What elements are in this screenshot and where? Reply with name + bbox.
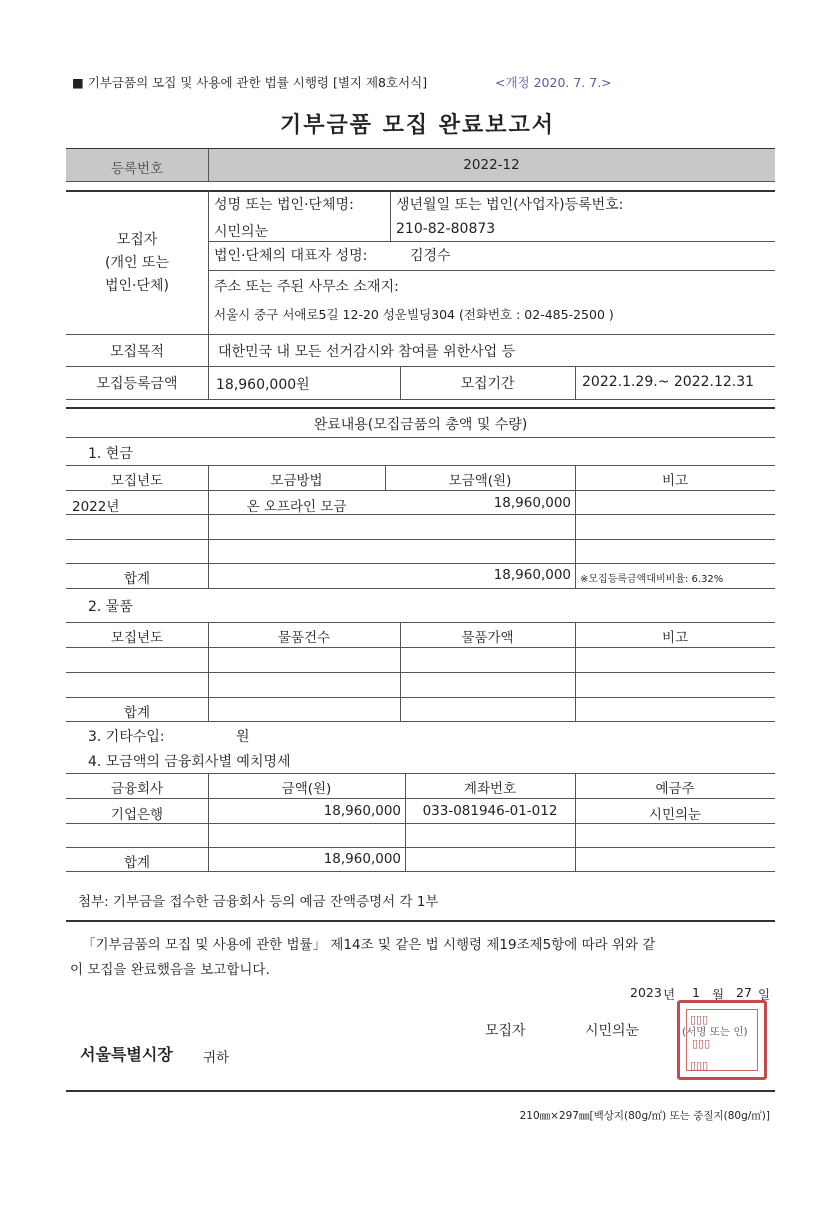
address-value: 서울시 중구 서애로5길 12-20 성운빌딩304 (전화번호 : 02-485-2500 )	[214, 307, 614, 322]
signature-note: (서명 또는 인)	[682, 1026, 748, 1038]
registered-amount-value: 18,960,000원	[216, 377, 310, 393]
date-month-unit: 월	[712, 987, 725, 1002]
name-value: 시민의눈	[214, 224, 269, 240]
cash-row-year: 2022년	[72, 499, 120, 515]
collector-label-3: 법인·단체)	[104, 278, 169, 294]
recipient-suffix: 귀하	[203, 1050, 230, 1066]
regno-value: 210-82-80873	[396, 221, 496, 237]
attachment-note: 첨부: 기부금을 접수한 금융회사 등의 예금 잔액증명서 각 1부	[78, 894, 439, 910]
page-title: 기부금품 모집 완료보고서	[279, 113, 556, 138]
deposit-total-label: 합계	[123, 855, 151, 871]
period-value: 2022.1.29.~ 2022.12.31	[582, 374, 755, 390]
signature-name: 시민의눈	[585, 1023, 640, 1039]
cash-header-year: 모집년도	[110, 473, 164, 489]
deposit-row-amount: 18,960,000	[323, 803, 401, 819]
collector-label-2: (개인 또는	[104, 255, 169, 271]
cash-row-method: 온 오프라인 모금	[246, 499, 347, 515]
representative-value: 김경수	[410, 248, 451, 264]
deposit-header-amount: 금액(원)	[281, 781, 332, 797]
goods-header-value: 물품가액	[461, 630, 514, 646]
form-header-note: ■ 기부금품의 모집 및 사용에 관한 법률 시행령 [별지 제8호서식]	[72, 75, 428, 90]
deposit-row-account: 033-081946-01-012	[422, 803, 558, 819]
goods-total-label: 합계	[123, 705, 151, 721]
other-income-heading: 3. 기타수입:	[88, 729, 165, 745]
cash-header-note: 비고	[661, 473, 689, 489]
collector-label-1: 모집자	[116, 232, 158, 248]
date-day-unit: 일	[758, 987, 771, 1002]
address-label: 주소 또는 주된 사무소 소재지:	[214, 279, 399, 295]
purpose-value: 대한민국 내 모든 선거감시와 참여를 위한사업 등	[218, 344, 516, 360]
representative-label: 법인·단체의 대표자 성명:	[214, 248, 368, 264]
goods-header-year: 모집년도	[110, 630, 164, 646]
goods-header-count: 물품건수	[277, 630, 331, 646]
goods-header-note: 비고	[661, 630, 689, 646]
official-seal-stamp: ▯▯▯ ▯▯▯ ▯▯▯	[677, 1000, 767, 1080]
deposit-header-bank: 금융회사	[110, 781, 164, 797]
name-label: 성명 또는 법인·단체명:	[214, 197, 354, 213]
paper-spec: 210㎜×297㎜[백상지(80g/㎡) 또는 중질지(80g/㎡)]	[519, 1110, 770, 1122]
other-income-unit: 원	[236, 729, 250, 745]
cash-total-ratio-note: ※모집등록금액대비비율: 6.32%	[580, 574, 724, 585]
registered-amount-label: 모집등록금액	[96, 376, 178, 392]
date-day: 27	[736, 985, 752, 1000]
cash-heading: 1. 현금	[88, 446, 133, 462]
registration-number: 2022-12	[463, 157, 520, 173]
cash-total-label: 합계	[123, 571, 151, 587]
deposit-row-holder: 시민의눈	[648, 807, 702, 823]
date-year-unit: 년	[663, 987, 676, 1002]
statement-line-1: 「기부금품의 모집 및 사용에 관한 법률」 제14조 및 같은 법 시행령 제19조제5항에 따라 위와 같	[82, 937, 656, 953]
signature-label: 모집자	[485, 1023, 526, 1039]
deposit-header-account: 계좌번호	[463, 781, 517, 797]
cash-row-amount: 18,960,000	[493, 495, 571, 511]
recipient-name: 서울특별시장	[80, 1045, 173, 1064]
deposit-header-holder: 예금주	[655, 781, 695, 797]
registration-label: 등록번호	[110, 161, 164, 177]
regno-label: 생년월일 또는 법인(사업자)등록번호:	[396, 197, 624, 213]
deposit-total-amount: 18,960,000	[323, 851, 401, 867]
cash-total-amount: 18,960,000	[493, 567, 571, 583]
deposit-heading: 4. 모금액의 금융회사별 예치명세	[88, 754, 291, 770]
completion-title: 완료내용(모집금품의 총액 및 수량)	[313, 417, 528, 433]
deposit-row-bank: 기업은행	[110, 807, 164, 823]
statement-line-2: 이 모집을 완료했음을 보고합니다.	[70, 962, 270, 978]
date-month: 1	[692, 985, 700, 1000]
period-label: 모집기간	[460, 376, 515, 392]
revision-date: <개정 2020. 7. 7.>	[495, 75, 612, 90]
goods-heading: 2. 물품	[88, 599, 133, 615]
purpose-label: 모집목적	[109, 344, 165, 360]
cash-header-method: 모금방법	[270, 473, 323, 489]
date-year: 2023	[630, 985, 662, 1000]
cash-header-amount: 모금액(원)	[448, 473, 512, 489]
